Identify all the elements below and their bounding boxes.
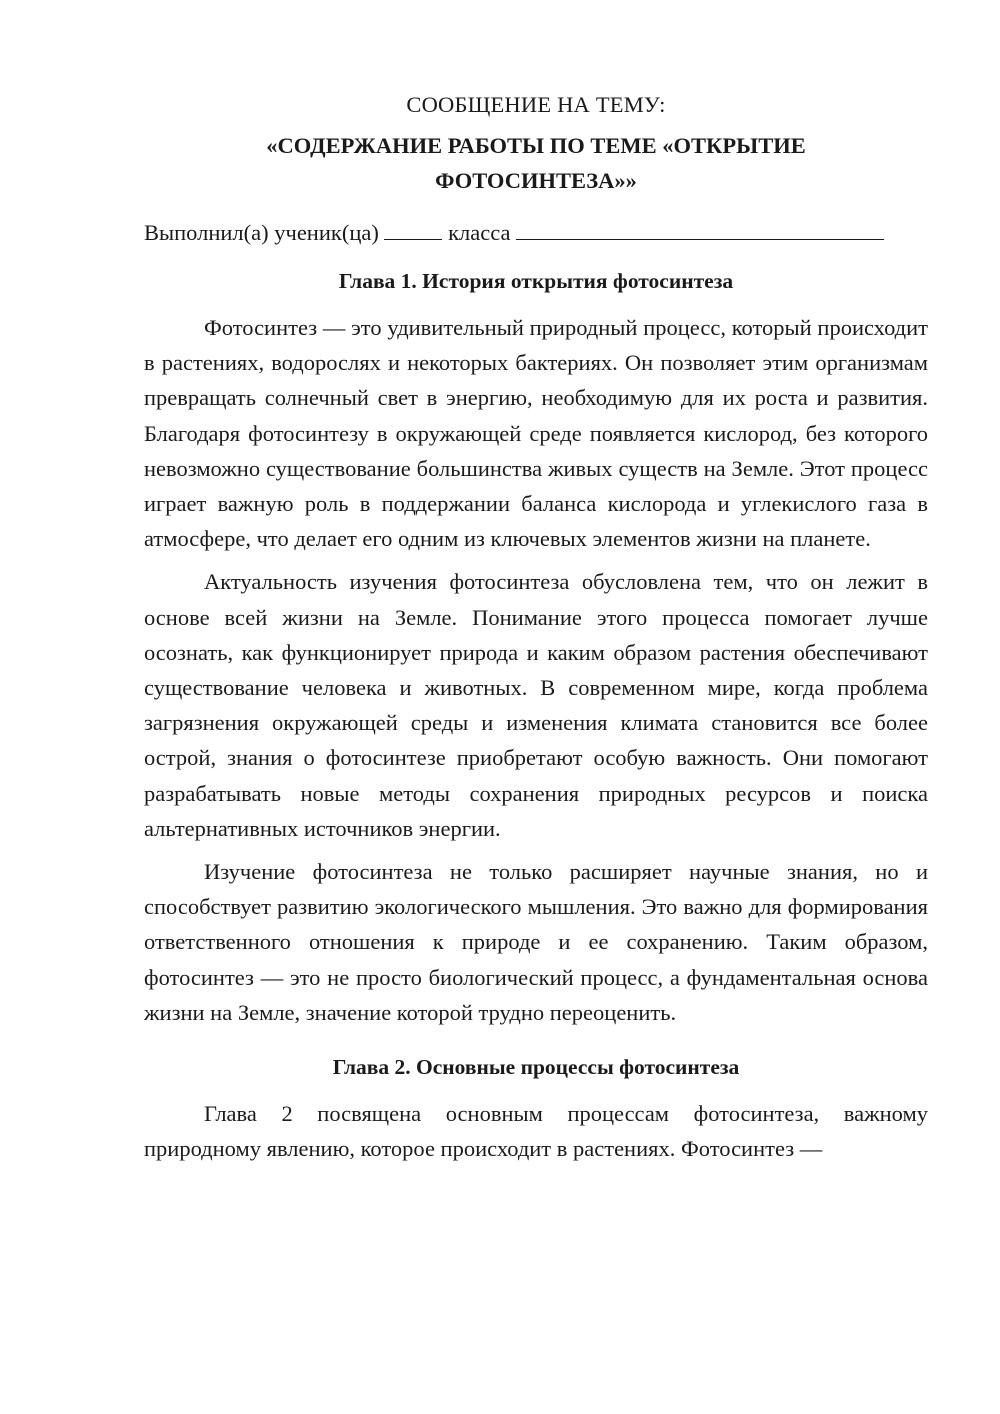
chapter-1-paragraph: Изучение фотосинтеза не только расширяет научные знания, но и способствует развитию экологического мышления. Это важно для формирования ответственного отношения к природе и ее сохранению. Таким образом, фотосинтез — это не просто биологический процесс, а фундаментальная основа жизни на Земле, значение которой трудно переоценить.	[144, 859, 928, 1025]
document-title: «СОДЕРЖАНИЕ РАБОТЫ ПО ТЕМЕ «ОТКРЫТИЕ ФОТОСИНТЕЗА»»	[266, 133, 806, 193]
class-label: класса	[448, 220, 511, 245]
topic-line: СООБЩЕНИЕ НА ТЕМУ:	[406, 92, 666, 117]
chapter-1-paragraph: Актуальность изучения фотосинтеза обусловлена тем, что он лежит в основе всей жизни на Земле. Понимание этого процесса помогает лучше осознать, как функционирует природа и каким образом растения обеспечивают существование человека и животных. В современном мире, когда проблема загрязнения окружающей среды и изменения климата становится все более острой, знания о фотосинтезе приобретают особую важность. Они помогают разрабатывать новые методы сохранения природных ресурсов и поиска альтернативных источников энергии.	[144, 569, 928, 841]
document-page	[144, 90, 928, 1174]
chapter-2-title: Глава 2. Основные процессы фотосинтеза	[332, 1055, 740, 1080]
chapter-2-paragraph: Глава 2 посвящена основным процессам фотосинтеза, важному природному явлению, которое происходит в растениях. Фотосинтез —	[144, 1101, 928, 1162]
author-label: Выполнил(а) ученик(ца)	[144, 220, 379, 245]
author-line	[144, 218, 928, 248]
chapter-1-paragraph: Фотосинтез — это удивительный природный процесс, который происходит в растениях, водорослях и некоторых бактериях. Он позволяет этим организмам превращать солнечный свет в энергию, необходимую для их роста и развития. Благодаря фотосинтезу в окружающей среде появляется кислород, без которого невозможно существование большинства живых существ на Земле. Этот процесс играет важную роль в поддержании баланса кислорода и углекислого газа в атмосфере, что делает его одним из ключевых элементов жизни на планете.	[144, 315, 928, 552]
name-blank	[516, 221, 884, 240]
class-blank	[384, 221, 442, 240]
chapter-1-title: Глава 1. История открытия фотосинтеза	[338, 269, 734, 293]
